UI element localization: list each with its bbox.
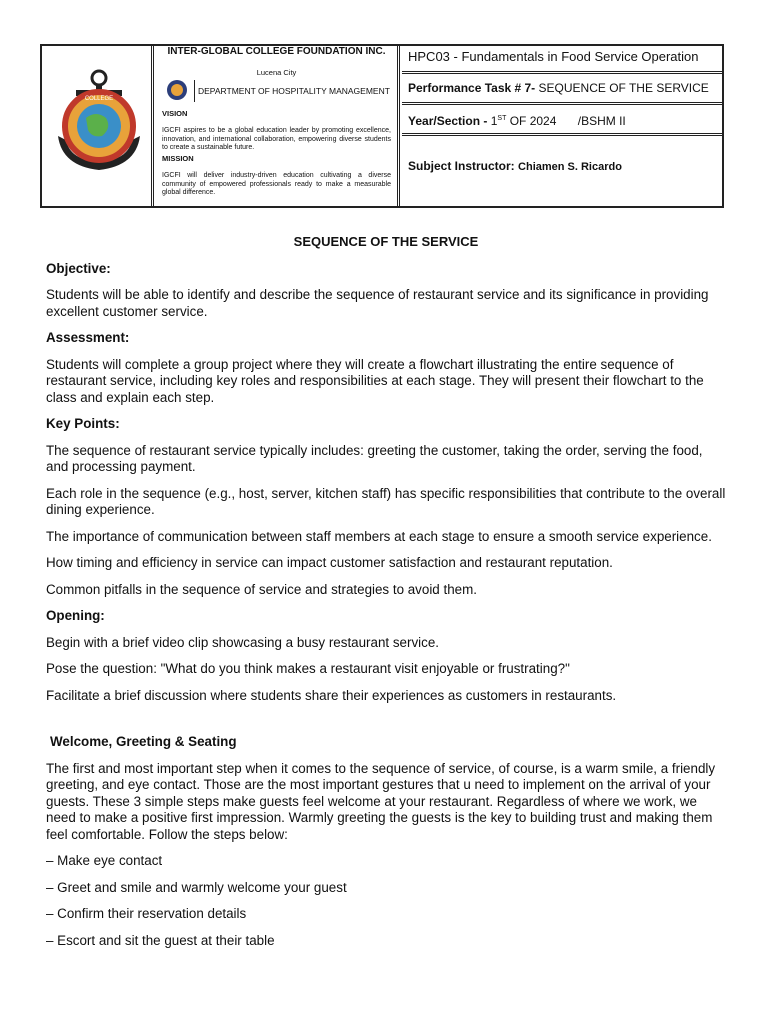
year-num: 1 <box>490 114 498 128</box>
key-point: The importance of communication between staff members at each stage to ensure a smooth service experience. <box>46 528 712 544</box>
step-item: – Greet and smile and warmly welcome your guest <box>46 879 347 895</box>
mission-text: IGCFI will deliver industry-driven education cultivating a diverse community of empowered professionals ready to make a measurable global difference. <box>162 172 391 196</box>
objective-heading: Objective: <box>46 260 111 276</box>
assessment-paragraph: Students will complete a group project where they will create a flowchart illustrating the entire sequence of restaurant service, including key roles and responsibilities at each stage. They will present their flowchart to the class and explain each step. <box>46 356 704 405</box>
opening-item: Facilitate a brief discussion where students share their experiences as customers in restaurants. <box>46 687 617 703</box>
divider <box>194 80 195 102</box>
vision-text: IGCFI aspires to be a global education leader by promoting excellence, innovation, and international collaboration, empowering diverse students to create a sustainable future. <box>162 127 391 151</box>
page-title: SEQUENCE OF THE SERVICE <box>293 234 479 249</box>
opening-heading: Opening: <box>46 608 105 623</box>
section: /BSHM II <box>577 114 626 128</box>
key-point: The sequence of restaurant service typically includes: greeting the customer, taking the order, serving the food, and processing payment. <box>46 442 703 474</box>
year-rest: OF 2024 <box>509 114 557 128</box>
key-point: How timing and efficiency in service can impact customer satisfaction and restaurant reputation. <box>46 555 613 570</box>
step-item: – Make eye contact <box>46 853 163 868</box>
logo-cell <box>42 46 154 206</box>
welcome-heading: Welcome, Greeting & Seating <box>50 734 237 749</box>
college-name: INTER-GLOBAL COLLEGE FOUNDATION INC. <box>167 46 386 57</box>
task-row <box>402 75 722 105</box>
course-info-cell <box>402 46 722 206</box>
department-name: DEPARTMENT OF HOSPITALITY MANAGEMENT <box>198 86 390 96</box>
document-body <box>46 234 726 959</box>
institution-cell <box>156 46 400 206</box>
objective-paragraph: Students will be able to identify and describe the sequence of restaurant service and its significance in providing excellent customer service. <box>46 287 709 319</box>
year-row <box>402 106 722 136</box>
vision-label: VISION <box>162 109 188 118</box>
opening-item: Pose the question: "What do you think makes a restaurant visit enjoyable or frustrating?" <box>46 661 570 676</box>
welcome-paragraph: The first and most important step when it comes to the sequence of service, of course, is a warm smile, a friendly greeting, and eye contact. Those are the most important gestures that u need to implement on the arrival of your guests. These 3 simple steps make guests feel welcome at your restaurant. Regardless of where we work, we need to make a positive first impression. Warmly greeting the guests is the key to building trust and making them feel comfortable. Follow the steps below: <box>46 760 716 842</box>
college-city: Lucena City <box>256 68 297 77</box>
svg-text:COLLEGE: COLLEGE <box>84 96 114 102</box>
key-point: Common pitfalls in the sequence of service and strategies to avoid them. <box>46 581 477 597</box>
course-title: Fundamentals in Food Service Operation <box>461 49 699 64</box>
header-table <box>40 44 724 208</box>
year-sup: ST <box>497 115 507 122</box>
assessment-heading: Assessment: <box>46 330 130 345</box>
step-item: – Escort and sit the guest at their table <box>46 932 275 948</box>
task-label: Performance Task # 7- <box>408 81 536 95</box>
mission-label: MISSION <box>162 154 194 163</box>
key-point: Each role in the sequence (e.g., host, server, kitchen staff) has specific responsibilities that contribute to the overall dining experience. <box>46 485 726 517</box>
instructor-label: Subject Instructor: <box>408 159 515 173</box>
instructor-row <box>402 146 722 186</box>
opening-item: Begin with a brief video clip showcasing a busy restaurant service. <box>46 634 439 650</box>
instructor-name: Chiamen S. Ricardo <box>518 161 622 173</box>
task-title: SEQUENCE OF THE SERVICE <box>538 81 709 95</box>
department-seal-icon <box>166 79 188 101</box>
key-points-heading: Key Points: <box>46 416 120 431</box>
course-code: HPC03 - <box>408 49 458 64</box>
step-item: – Confirm their reservation details <box>46 906 247 921</box>
spacer <box>46 714 726 734</box>
year-label: Year/Section - <box>408 114 488 128</box>
course-row <box>402 46 722 74</box>
college-anchor-logo <box>52 66 146 176</box>
